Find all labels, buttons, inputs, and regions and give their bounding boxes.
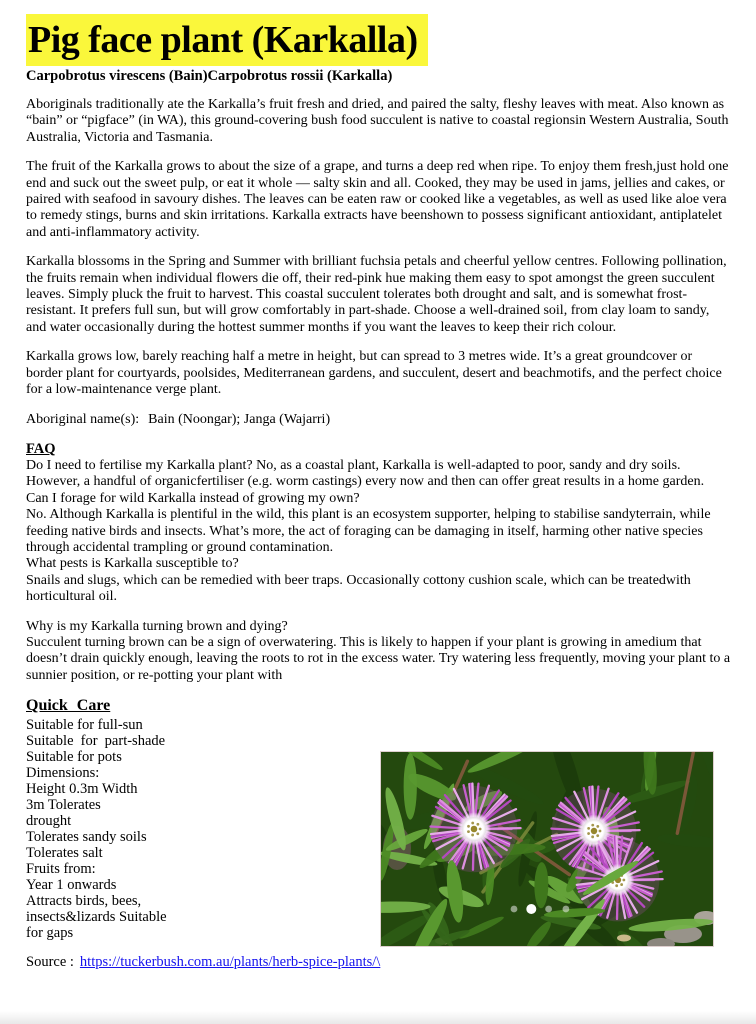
carousel-dot[interactable] xyxy=(545,906,552,913)
body-paragraph: Aboriginals traditionally ate the Karkalla’s fruit fresh and dried, and paired the salty, fleshy leaves with meat. Also known as “bain” or “pigface” (in WA), this ground-covering bush food succulent is native to coastal regionsin Western Australia, South Australia, Victoria and Tasmania. xyxy=(26,97,729,145)
source-label: Source : xyxy=(26,954,74,971)
carousel-dot[interactable] xyxy=(563,906,570,913)
quick-care-line: insects&lizards Suitable xyxy=(26,909,167,926)
intro-paragraphs xyxy=(26,97,732,399)
source-link[interactable]: https://tuckerbush.com.au/plants/herb-spice-plants/\ xyxy=(79,954,381,971)
body-paragraph: The fruit of the Karkalla grows to about the size of a grape, and turns a deep red when ripe. To enjoy them fresh,just hold one end and suck out the sweet pulp, or eat it whole — salty skin and all. Cooked, they may be used in jams, jellies and cakes, or paired with seafood in savoury dishes. The leaves can be eaten raw or cooked like a vegetables, as well as used like aloe vera to remedy stings, burns and skin irritations. Karkalla extracts have beenshown to possess significant antioxidant, antiplatelet and anti-inflammatory activity. xyxy=(26,159,729,240)
quick-care-line: Height 0.3m Width xyxy=(26,781,138,798)
source-line xyxy=(26,954,732,971)
quick-care-line: Attracts birds, bees, xyxy=(26,893,142,910)
body-paragraph: Karkalla grows low, barely reaching half a metre in height, but can spread to 3 metres wide. It’s a great groundcover or border plant for courtyards, poolsides, Mediterranean gardens, and succulent, desert and beachmotifs, and the perfect choice for a low-maintenance verge plant. xyxy=(26,349,722,398)
faq-text-block: What pests is Karkalla susceptible to? xyxy=(26,556,239,572)
faq-text-block: Why is my Karkalla turning brown and dying? xyxy=(26,618,288,634)
botanical-name-subtitle: Carpobrotus virescens (Bain)Carpobrotus rossii (Karkalla) xyxy=(26,68,393,84)
faq-heading: FAQ xyxy=(26,440,56,457)
quick-care-line: Suitable for pots xyxy=(26,749,122,766)
faq-text-block: Can I forage for wild Karkalla instead of growing my own? xyxy=(26,490,360,506)
carousel-dot[interactable] xyxy=(511,906,518,913)
quick-care-line: Tolerates sandy soils xyxy=(26,829,147,846)
page-title: Pig face plant (Karkalla) xyxy=(26,14,428,66)
title-block xyxy=(26,14,732,66)
quick-care-line: Suitable for full-sun xyxy=(26,717,143,734)
faq-text-block: Snails and slugs, which can be remedied with beer traps. Occasionally cottony cushion scale, which can be treatedwith horticultural oil. xyxy=(26,572,691,605)
faq-text-block: No. Although Karkalla is plentiful in the wild, this plant is an ecosystem supporter, helping to stabilise sandyterrain, while feeding native birds and insects. What’s more, the act of foraging can be damaging in itself, harming other native species through accidental trampling or ground contamination. xyxy=(26,507,711,555)
quick-care-heading: Quick Care xyxy=(26,697,111,715)
aboriginal-names-line xyxy=(26,412,732,428)
quick-care-line: Year 1 onwards xyxy=(26,877,117,894)
quick-care-line: 3m Tolerates xyxy=(26,797,101,814)
body-paragraph: Karkalla blossoms in the Spring and Summer with brilliant fuchsia petals and cheerful yellow centres. Following pollination, the fruits remain when individual flowers die off, their red-pink hue making them easy to spot amongst the green succulent leaves. Simply pluck the fruit to harvest. This coastal succulent tolerates both drought and salt, and is somewhat frost-resistant. It prefers full sun, but will grow comfortably in part-shade. Choose a well-drained soil, from clay loam to sandy, and water occasionally during the hottest summer months if you want the leaves to keep their rich colour. xyxy=(26,254,727,335)
faq-why-brown-blocks xyxy=(26,619,732,685)
quick-care-line: for gaps xyxy=(26,925,74,942)
karkalla-flower-illustration xyxy=(381,752,713,946)
quick-care-line: Tolerates salt xyxy=(26,845,103,862)
page-bottom-shadow xyxy=(0,1011,756,1024)
quick-care-line: Dimensions: xyxy=(26,765,100,782)
aboriginal-names-value: Bain (Noongar); Janga (Wajarri) xyxy=(148,411,331,427)
faq-text-block: Succulent turning brown can be a sign of overwatering. This is likely to happen if your plant is growing in amedium that doesn’t drain quickly enough, leaving the roots to rot in the excess water. Try watering less frequently, moving your plant to a sunnier position, or re-potting your plant with xyxy=(26,634,731,683)
quick-care-line: drought xyxy=(26,813,72,830)
aboriginal-names-label: Aboriginal name(s): xyxy=(26,411,140,427)
faq-blocks xyxy=(26,458,732,606)
quick-care-line: Suitable for part-shade xyxy=(26,733,166,750)
karkalla-flower-photo xyxy=(380,751,714,947)
faq-text-block: Do I need to fertilise my Karkalla plant? No, as a coastal plant, Karkalla is well-adapted to poor, sandy and dry soils. However, a handful of organicfertiliser (e.g. worm castings) every now and then can offer great results in a home garden. xyxy=(26,457,705,490)
quick-care-line: Fruits from: xyxy=(26,861,96,878)
carousel-dot[interactable] xyxy=(526,904,536,914)
